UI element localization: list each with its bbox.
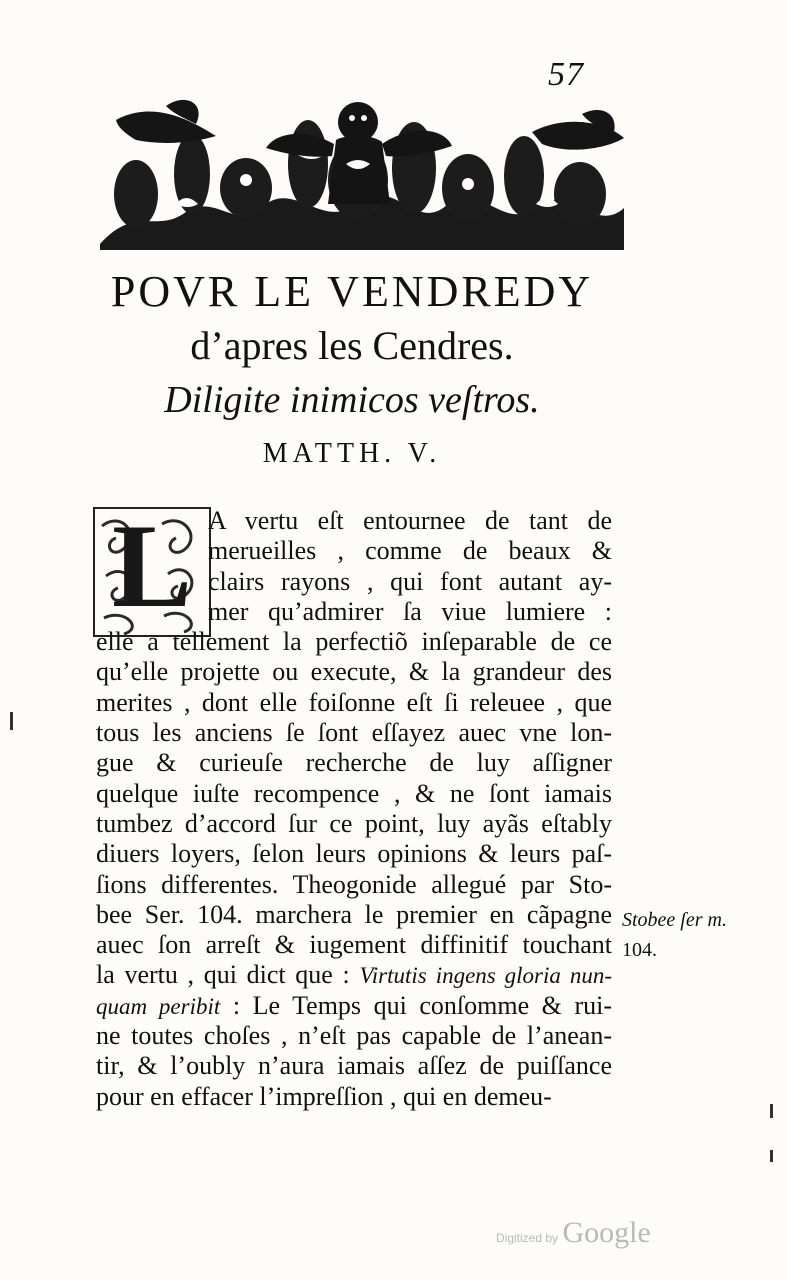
stray-mark <box>770 1104 773 1118</box>
chapter-subtitle: d’apres les Cendres. <box>190 323 514 368</box>
latin-follow: : Le Temps qui conſomme & rui- <box>232 990 612 1020</box>
text-line: qu’elle projette ou execute, & la grandeur des <box>96 657 612 687</box>
digitized-watermark <box>496 1216 651 1250</box>
text-line: ne toutes choſes , n’eſt pas capable de l’anean- <box>96 1021 612 1051</box>
marginal-note <box>622 905 727 965</box>
latin-quote-end: quam peribit <box>96 993 221 1019</box>
text-line-latin <box>96 991 612 1021</box>
marginal-note-line: Stobee ſer m. <box>622 909 727 931</box>
scripture-quote: Diligite inimicos veſtros. <box>164 379 540 421</box>
stray-mark <box>770 1150 773 1162</box>
latin-intro: la vertu , qui dict que : <box>96 960 350 990</box>
text-line: ſions differentes. Theogonide allegué par Sto- <box>96 869 612 899</box>
text-line: diuers loyers, ſelon leurs opinions & leurs paſ- <box>96 839 612 869</box>
text-line: tumbez d’accord ſur ce point, luy ayãs eſtably <box>96 808 612 838</box>
text-line: tous les anciens ſe ſont eſſayez auec vne lon- <box>96 718 612 748</box>
watermark-brand: Google <box>562 1216 651 1249</box>
text-line: auec ſon arreſt & iugement diffinitif touchant <box>96 930 612 960</box>
text-line-latin <box>96 960 612 990</box>
stray-mark <box>10 712 13 730</box>
text-line: merueilles , comme de beaux & <box>208 536 612 566</box>
text-line: quelque iuſte recompence , & ne ſont iamais <box>96 778 612 808</box>
marginal-note-line: 104. <box>622 939 657 961</box>
text-line: A vertu eſt entournee de tant de <box>208 506 612 535</box>
text-line: pour en effacer l’impreſſion , qui en demeu- <box>96 1081 552 1111</box>
chapter-title: POVR LE VENDREDY <box>110 267 594 316</box>
text-line: bee Ser. 104. marchera le premier en cãpagne <box>96 899 612 929</box>
text-line: clairs rayons , qui font autant ay- <box>208 566 612 596</box>
text-line: merites , dont elle foiſonne eſt ſi releuee , que <box>96 687 612 717</box>
decorative-headpiece <box>96 84 628 250</box>
text-line: mer qu’admirer ſa viue lumiere : <box>208 596 612 626</box>
watermark-prefix: Digitized by <box>496 1231 559 1245</box>
text-line: tir, & l’oubly n’aura iamais aſſez de puiſſance <box>96 1051 612 1081</box>
scripture-reference: MATTH. V. <box>262 438 442 469</box>
body-text <box>96 506 612 1112</box>
latin-quote: Virtutis ingens gloria nun- <box>359 963 612 989</box>
page-number: 57 <box>548 56 584 93</box>
text-line: elle a tellement la perfectiõ inſeparable de ce <box>96 627 612 657</box>
drop-cap-letter: L <box>111 499 193 632</box>
text-line: gue & curieuſe recherche de luy aſſigner <box>96 748 612 778</box>
